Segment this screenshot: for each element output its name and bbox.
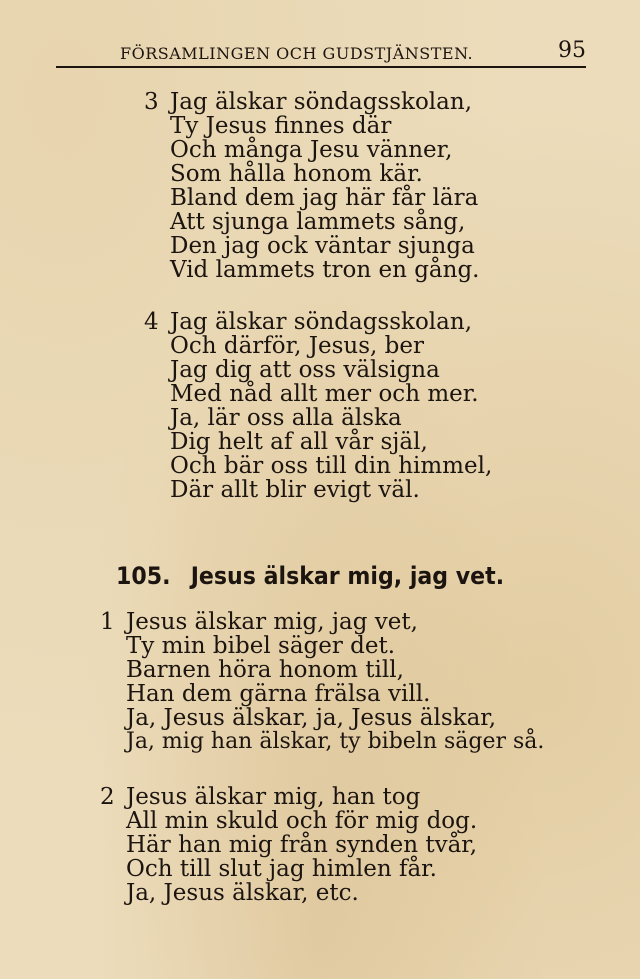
verse-line: Att sjunga lammets sång,	[170, 209, 466, 235]
verse-3	[144, 90, 479, 282]
hymn-verse-2	[100, 785, 477, 905]
verse-number: 3	[144, 89, 159, 115]
verse-line: Med nåd allt mer och mer.	[170, 381, 479, 407]
verse-line: Ja, lär oss alla älska	[170, 405, 402, 431]
verse-number: 1	[100, 609, 115, 635]
hymn-title: Jesus älskar mig, jag vet.	[190, 562, 505, 590]
verse-line: Och till slut jag himlen får.	[126, 856, 437, 882]
verse-line: Där allt blir evigt väl.	[170, 477, 420, 503]
verse-line: Den jag ock väntar sjunga	[170, 233, 475, 259]
verse-4	[144, 310, 492, 502]
verse-number: 2	[100, 784, 115, 810]
hymn-verse-1	[100, 610, 544, 754]
verse-line: Ja, Jesus älskar, etc.	[126, 880, 359, 906]
verse-line: Och därför, Jesus, ber	[170, 333, 424, 359]
verse-line: Barnen höra honom till,	[126, 657, 404, 683]
running-head	[56, 36, 586, 68]
verse-lines	[170, 310, 492, 502]
verse-line: Här han mig från synden tvår,	[126, 832, 478, 858]
verse-number: 4	[144, 309, 159, 335]
verse-line: Ja, mig han älskar, ty bibeln säger så.	[126, 729, 545, 754]
verse-line: Jag älskar söndagsskolan,	[170, 309, 472, 335]
verse-line: Jag älskar söndagsskolan,	[170, 89, 472, 115]
verse-lines	[170, 90, 479, 282]
verse-line: Och bär oss till din himmel,	[170, 453, 493, 479]
verse-line: Vid lammets tron en gång.	[170, 257, 480, 283]
running-title: FÖRSAMLINGEN OCH GUDSTJÄNSTEN.	[120, 44, 474, 63]
verse-line: Som hålla honom kär.	[170, 161, 423, 187]
verse-line: Jesus älskar mig, jag vet,	[126, 609, 418, 635]
verse-line: Bland dem jag här får lära	[170, 185, 479, 211]
verse-lines	[126, 610, 544, 754]
verse-line: Dig helt af all vår själ,	[170, 429, 428, 455]
verse-line: All min skuld och för mig dog.	[126, 808, 478, 834]
verse-line: Han dem gärna frälsa vill.	[126, 681, 431, 707]
hymn-number: 105.	[116, 562, 171, 590]
hymn-heading	[116, 562, 504, 590]
verse-line: Ty min bibel säger det.	[126, 633, 396, 659]
verse-line: Och många Jesu vänner,	[170, 137, 453, 163]
verse-line: Ja, Jesus älskar, ja, Jesus älskar,	[126, 705, 497, 731]
verse-line: Jesus älskar mig, han tog	[126, 784, 421, 810]
verse-line: Ty Jesus finnes där	[170, 113, 392, 139]
page-number: 95	[558, 38, 586, 63]
verse-line: Jag dig att oss välsigna	[170, 357, 440, 383]
verse-lines	[126, 785, 477, 905]
